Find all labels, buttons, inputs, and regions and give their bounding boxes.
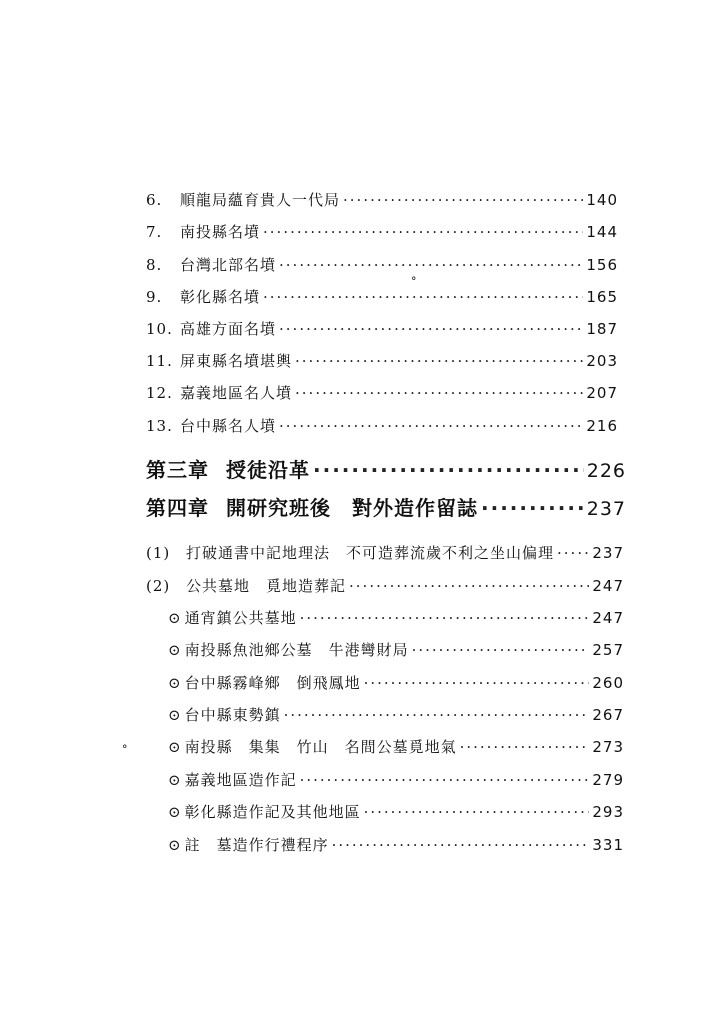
- circle-dot-bullet: ⊙: [168, 706, 182, 724]
- dot-leader: [295, 382, 583, 404]
- entry-number: 12.: [146, 384, 173, 402]
- toc-entry: [146, 350, 618, 372]
- entry-number: 7.: [146, 223, 163, 241]
- entry-page: 247: [592, 577, 624, 595]
- dot-leader: [364, 801, 590, 823]
- entry-title: 註 墓造作行禮程序: [184, 836, 329, 854]
- dot-leader: [263, 286, 583, 308]
- dot-leader: [313, 456, 584, 484]
- entry-page: 140: [586, 191, 618, 209]
- dot-leader: [460, 736, 590, 758]
- entry-title: 通宵鎮公共墓地: [184, 609, 297, 627]
- entry-title: 順龍局蘊育貴人一代局: [180, 191, 341, 209]
- entry-title: 屏東縣名墳堪輿: [180, 352, 293, 370]
- toc-entry: [146, 286, 618, 308]
- toc-sub-entry: [168, 672, 624, 694]
- entry-page: 207: [586, 384, 618, 402]
- dot-leader: [412, 639, 590, 661]
- entry-page: 331: [592, 836, 624, 854]
- toc-sub-entry: [168, 607, 624, 629]
- entry-page: 257: [592, 641, 624, 659]
- entry-number: 8.: [146, 256, 163, 274]
- circle-dot-bullet: ⊙: [168, 674, 182, 692]
- toc-entry: [146, 382, 618, 404]
- dot-leader: [332, 834, 590, 856]
- chapter-heading: [146, 456, 626, 484]
- chapter-label: 第四章: [146, 496, 209, 520]
- dot-leader: [279, 318, 583, 340]
- entry-title: 台中縣霧峰鄉 倒飛鳳地: [184, 674, 361, 692]
- toc-entry: [146, 221, 618, 243]
- circle-dot-bullet: ⊙: [168, 738, 182, 756]
- entry-page: 273: [592, 738, 624, 756]
- dot-leader: [279, 254, 583, 276]
- entry-title: 打破通書中記地理法 不可造葬流歲不利之坐山偏理: [186, 544, 555, 562]
- entry-number: 10.: [146, 320, 173, 338]
- entry-number: 6.: [146, 191, 163, 209]
- dot-leader: [349, 575, 589, 597]
- entry-page: 293: [592, 803, 624, 821]
- entry-page: 156: [586, 256, 618, 274]
- entry-page: 144: [586, 223, 618, 241]
- chapter-label: 第三章: [146, 458, 209, 482]
- toc-entry: [146, 542, 624, 564]
- chapter-title: 開研究班後 對外造作留誌: [226, 496, 478, 520]
- toc-sub-entry: [168, 639, 624, 661]
- entry-page: 237: [592, 544, 624, 562]
- toc-sub-entry: [168, 704, 624, 726]
- dot-leader: [364, 672, 590, 694]
- dot-leader: [300, 607, 590, 629]
- entry-number: 9.: [146, 288, 163, 306]
- entry-title: 台灣北部名墳: [180, 256, 277, 274]
- circle-dot-bullet: ⊙: [168, 803, 182, 821]
- entry-title: 台中縣東勢鎮: [184, 706, 281, 724]
- entry-number: 11.: [146, 352, 173, 370]
- entry-title: 台中縣名人墳: [180, 417, 277, 435]
- circle-dot-bullet: ⊙: [168, 641, 182, 659]
- entry-page: 247: [592, 609, 624, 627]
- entry-title: 公共墓地 覓地造葬記: [186, 577, 347, 595]
- dot-leader: [557, 542, 589, 564]
- entry-title: 彰化縣名墳: [180, 288, 261, 306]
- dot-leader: [284, 704, 590, 726]
- chapter-page: 237: [586, 498, 626, 520]
- entry-page: 165: [586, 288, 618, 306]
- entry-page: 267: [592, 706, 624, 724]
- entry-page: 279: [592, 771, 624, 789]
- dot-leader: [300, 769, 590, 791]
- dot-leader: [343, 189, 583, 211]
- entry-title: 嘉義地區造作記: [184, 771, 297, 789]
- toc-entry: [146, 415, 618, 437]
- dot-leader: [295, 350, 583, 372]
- entry-title: 嘉義地區名人墳: [180, 384, 293, 402]
- toc-sub-entry: [168, 769, 624, 791]
- dot-leader: [263, 221, 583, 243]
- entry-title: 南投縣 集集 竹山 名間公墓覓地氣: [184, 738, 457, 756]
- entry-page: 187: [586, 320, 618, 338]
- toc-entry: [146, 318, 618, 340]
- toc-entry: [146, 254, 618, 276]
- stray-mark: °: [411, 275, 417, 288]
- circle-dot-bullet: ⊙: [168, 836, 182, 854]
- toc-sub-entry: [168, 834, 624, 856]
- chapter-heading: [146, 494, 626, 522]
- entry-number: (1): [146, 544, 171, 562]
- toc-entry: [146, 189, 618, 211]
- chapter-page: 226: [586, 460, 626, 482]
- dot-leader: [481, 494, 584, 522]
- entry-page: 203: [586, 352, 618, 370]
- toc-entry: [146, 575, 624, 597]
- toc-sub-entry: [168, 801, 624, 823]
- dot-leader: [279, 415, 583, 437]
- entry-title: 彰化縣造作記及其他地區: [184, 803, 361, 821]
- circle-dot-bullet: ⊙: [168, 609, 182, 627]
- stray-mark: °: [122, 743, 128, 756]
- entry-number: (2): [146, 577, 171, 595]
- circle-dot-bullet: ⊙: [168, 771, 182, 789]
- entry-number: 13.: [146, 417, 173, 435]
- chapter-title: 授徒沿革: [226, 458, 310, 482]
- entry-page: 260: [592, 674, 624, 692]
- entry-title: 高雄方面名墳: [180, 320, 277, 338]
- entry-title: 南投縣名墳: [180, 223, 261, 241]
- toc-sub-entry: [168, 736, 624, 758]
- entry-title: 南投縣魚池鄉公墓 牛港彎財局: [184, 641, 409, 659]
- entry-page: 216: [586, 417, 618, 435]
